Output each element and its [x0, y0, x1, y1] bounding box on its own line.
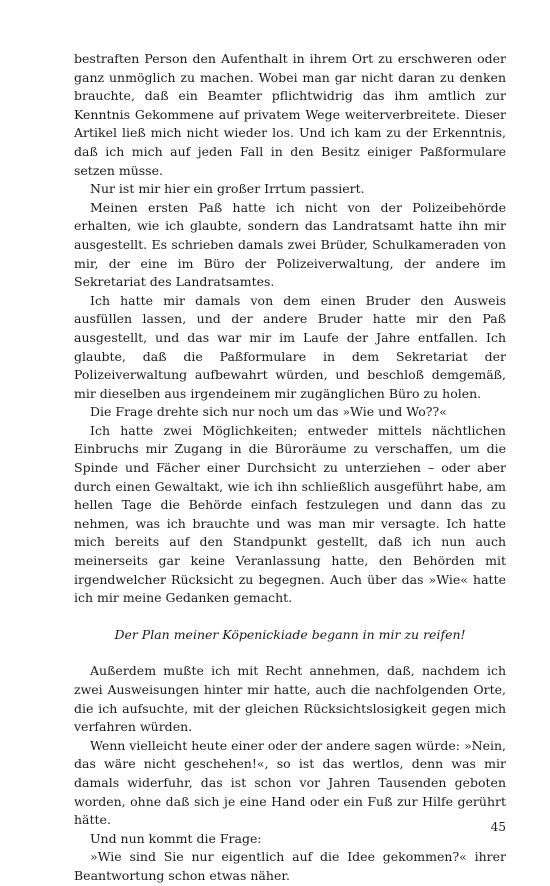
body-text	[74, 50, 506, 886]
page-number: 45	[490, 820, 506, 834]
paragraph: Meinen ersten Paß hatte ich nicht von der Polizeibehörde erhalten, wie ich glaubte, sondern das Landratsamt hatte ihn mir ausgestellt. Es schrieben damals zwei Brüder, Schulkameraden von mir, der eine im Büro der Polizeiverwaltung, der andere im Sekretariat des Landratsamtes.	[74, 199, 506, 290]
paragraph: »Wie sind Sie nur eigentlich auf die Idee gekommen?« ihrer Beantwortung schon etwas näher.	[74, 849, 506, 883]
paragraph: Nur ist mir hier ein großer Irrtum passiert.	[90, 181, 365, 197]
paragraph: Ich hatte zwei Möglichkeiten; entweder mittels nächtlichen Einbruchs mir Zugang in die Büroräume zu verschaffen, um die Spinde und Fächer einer Durchsicht zu unterziehen – oder aber durch einen Gewaltakt, wie ich ihn schließlich ausgeführt habe, am hellen Tage die Behörde einfach festzulegen und dann das zu nehmen, was ich brauchte und was man mir versagte. Ich hatte mich bereits auf den Standpunkt gestellt, daß ich nun auch meinerseits gar keine Veranlassung hatte, den Behörden mit irgendwelcher Rücksicht zu begegnen. Auch über das »Wie« hatte ich mir meine Gedanken gemacht.	[74, 422, 506, 606]
section-heading: Der Plan meiner Köpenickiade begann in mir zu reifen!	[114, 626, 466, 642]
paragraph: Die Frage drehte sich nur noch um das »Wie und Wo??«	[90, 404, 447, 420]
paragraph: Wenn vielleicht heute einer oder der andere sagen würde: »Nein, das wäre nicht geschehen!«, so ist das wertlos, denn was mir damals widerfuhr, das ist schon vor Jahren Tausenden geboten worden, ohne daß sich je eine Hand oder ein Fuß zur Hilfe gerührt hätte.	[74, 737, 506, 828]
paragraph: bestraften Person den Aufenthalt in ihrem Ort zu erschweren oder ganz unmöglich zu machen. Wobei man gar nicht daran zu denken brauchte, daß ein Beamter pflichtwidrig das ihm amtlich zur Kenntnis Gekommene auf privatem Wege weiterverbreitete. Dieser Artikel ließ mich nicht wieder los. Und ich kam zu der Erkenntnis, daß ich mich auf jeden Fall in den Besitz einiger Paßformulare setzen müsse.	[74, 51, 506, 178]
paragraph: Ich hatte mir damals von dem einen Bruder den Ausweis ausfüllen lassen, und der andere Bruder hatte mir den Paß ausgestellt, und das war mir im Laufe der Jahre entfallen. Ich glaubte, daß die Paßformulare in dem Sekretariat der Polizeiverwaltung aufbewahrt würden, und beschloß demgemäß, mir dieselben aus irgendeinem mir zugänglichen Büro zu holen.	[74, 292, 506, 401]
paragraph: Und nun kommt die Frage:	[90, 830, 262, 846]
paragraph: Außerdem mußte ich mit Recht annehmen, daß, nachdem ich zwei Ausweisungen hinter mir hatte, auch die nachfolgenden Orte, die ich aufsuchte, mit der gleichen Rücksichtslosigkeit gegen mich verfahren würden.	[74, 663, 506, 735]
